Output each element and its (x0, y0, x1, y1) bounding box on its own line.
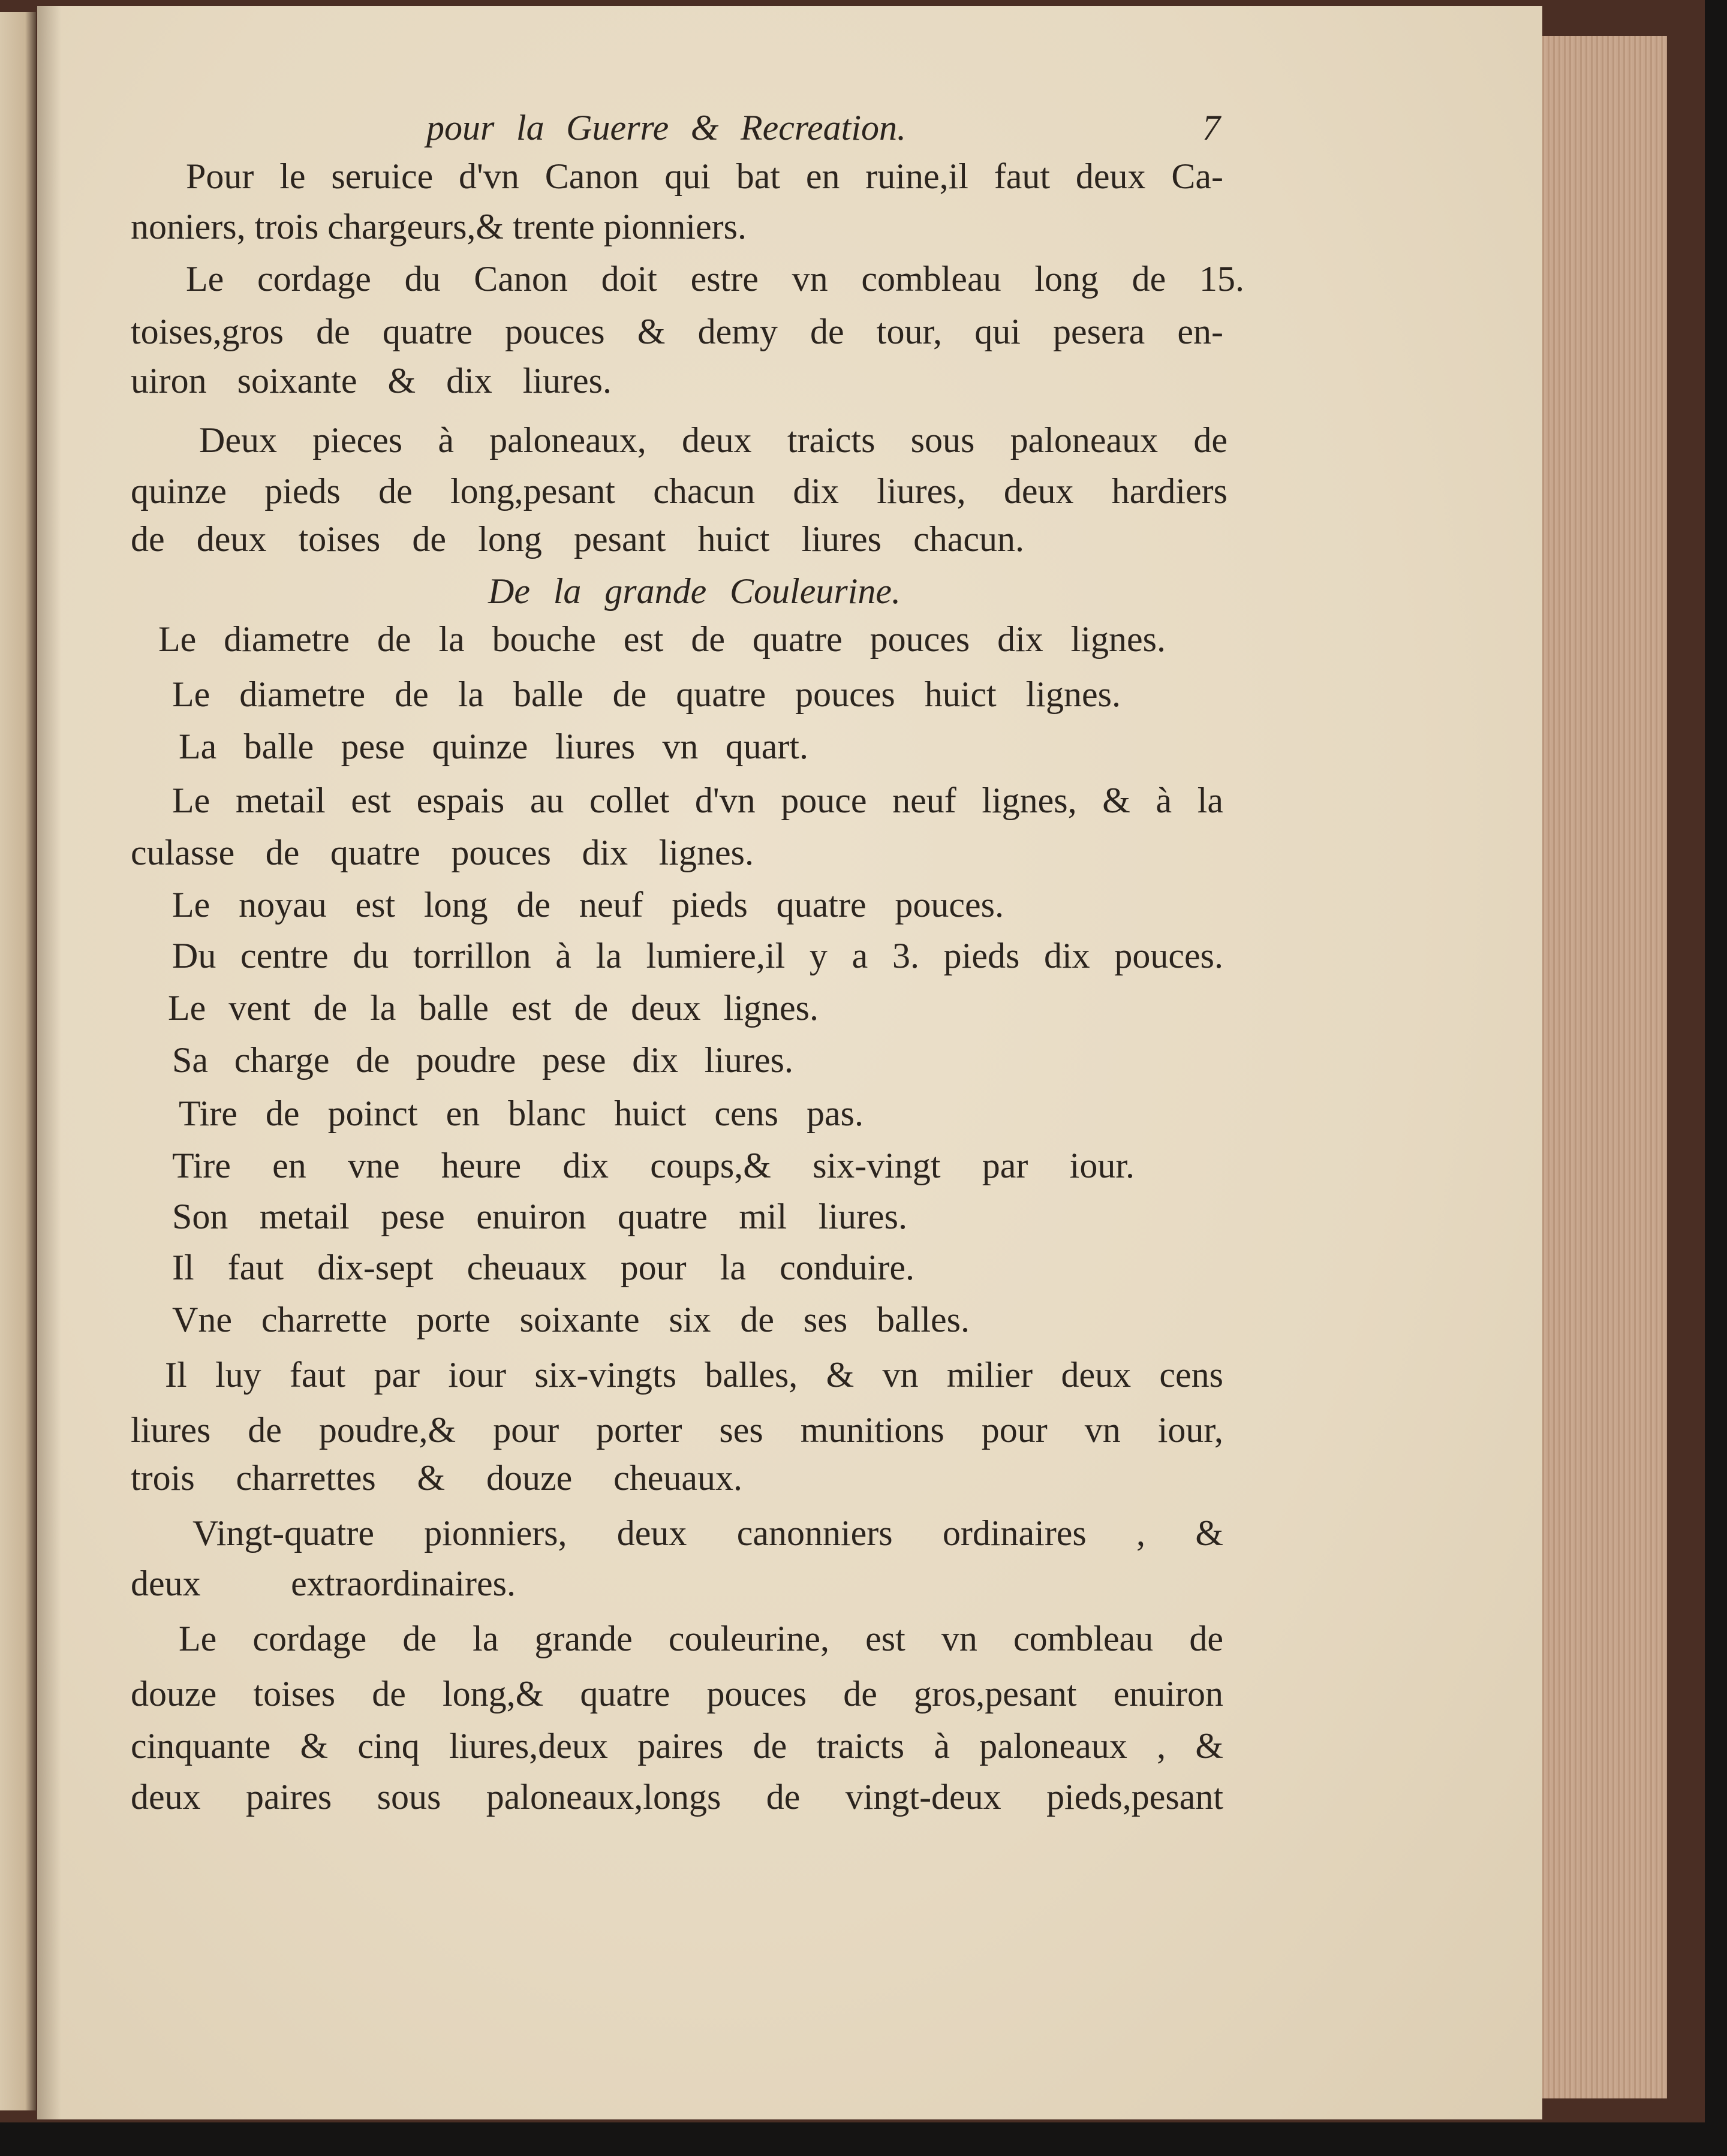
page-fore-edge (1535, 36, 1667, 2098)
running-title: pour la Guerre & Recreation. (426, 108, 906, 147)
text-line: deux extraordinaires. (131, 1564, 516, 1603)
text-line: quinze pieds de long,pesant chacun dix liures, deux hardiers (131, 471, 1227, 511)
text-line: toises,gros de quatre pouces & demy de tour, qui pesera en- (131, 312, 1223, 351)
text-line: Sa charge de poudre pese dix liures. (172, 1040, 793, 1080)
text-line: trois charrettes & douze cheuaux. (131, 1458, 742, 1498)
text-line: deux paires sous paloneaux,longs de vingt-deux pieds,pesant (131, 1777, 1223, 1817)
section-heading: De la grande Couleurine. (488, 571, 901, 611)
text-line: uiron soixante & dix liures. (131, 361, 612, 401)
text-line: Le cordage de la grande couleurine, est vn combleau de (179, 1619, 1223, 1658)
text-line: Tire en vne heure dix coups,& six-vingt par iour. (172, 1146, 1135, 1185)
text-line: cinquante & cinq liures,deux paires de traicts à paloneaux , & (131, 1726, 1223, 1766)
text-line: La balle pese quinze liures vn quart. (179, 727, 808, 766)
text-line: noniers, trois chargeurs,& trente pionniers. (131, 207, 747, 246)
text-line: Le cordage du Canon doit estre vn combleau long de 15. (186, 259, 1244, 299)
text-line: Il faut dix-sept cheuaux pour la conduire. (172, 1248, 914, 1287)
text-line: liures de poudre,& pour porter ses munitions pour vn iour, (131, 1410, 1223, 1450)
text-line: Son metail pese enuiron quatre mil liures. (172, 1197, 907, 1236)
left-page-edge (0, 12, 36, 2110)
text-line: culasse de quatre pouces dix lignes. (131, 833, 754, 872)
text-line: Le diametre de la bouche est de quatre pouces dix lignes. (158, 619, 1166, 659)
text-line: douze toises de long,& quatre pouces de gros,pesant enuiron (131, 1674, 1223, 1714)
text-line: Vne charrette porte soixante six de ses balles. (172, 1300, 970, 1339)
text-line: Il luy faut par iour six-vingts balles, & vn milier deux cens (165, 1355, 1223, 1395)
text-line: Vingt-quatre pionniers, deux canonniers ordinaires , & (192, 1513, 1223, 1553)
page-number: 7 (1202, 108, 1220, 147)
text-line: Le vent de la balle est de deux lignes. (168, 988, 819, 1028)
text-line: Le metail est espais au collet d'vn pouce neuf lignes, & à la (172, 781, 1223, 820)
text-line: Deux pieces à paloneaux, deux traicts sous paloneaux de (199, 420, 1227, 460)
text-line: Pour le seruice d'vn Canon qui bat en ruine,il faut deux Ca- (186, 156, 1223, 196)
text-line: de deux toises de long pesant huict liures chacun. (131, 519, 1024, 559)
text-line: Le noyau est long de neuf pieds quatre pouces. (172, 885, 1004, 925)
page-gutter-shadow (37, 6, 61, 2119)
text-line: Du centre du torrillon à la lumiere,il y a 3. pieds dix pouces. (172, 936, 1223, 975)
text-line: Le diametre de la balle de quatre pouces huict lignes. (172, 674, 1121, 714)
text-line: Tire de poinct en blanc huict cens pas. (179, 1094, 864, 1133)
